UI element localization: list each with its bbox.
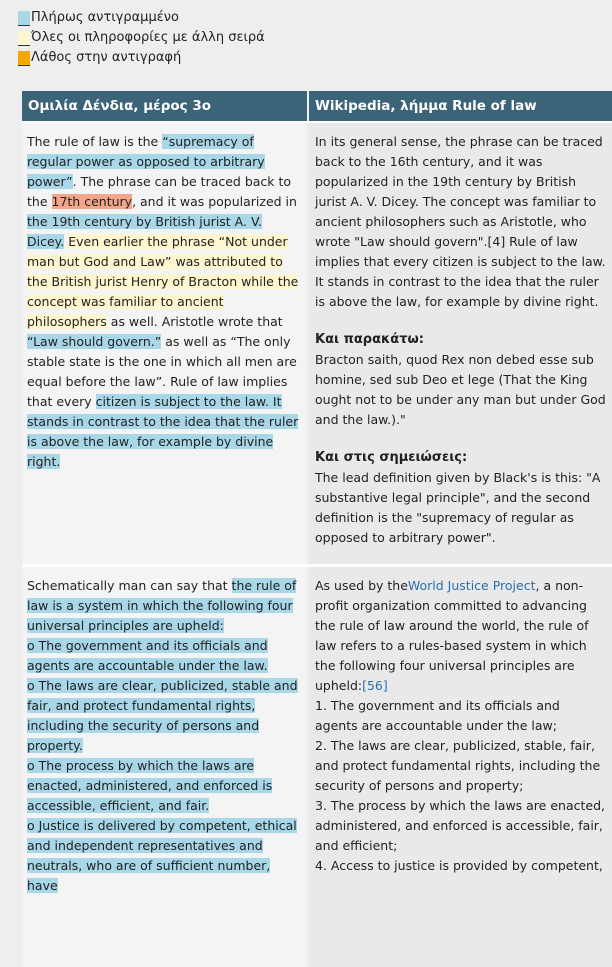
- reference-link[interactable]: [56]: [362, 678, 388, 693]
- list-item: 1. The government and its officials and agents are accountable under the law;: [315, 698, 560, 733]
- text: Schematically man can say that: [27, 578, 232, 593]
- copied-text: o The laws are clear, publicized, stable and fair, and protect fundamental rights, including the security of persons and property.: [27, 678, 298, 753]
- speech-cell: [22, 567, 307, 967]
- copied-text: “Law should govern.”: [27, 334, 162, 349]
- legend-item-fully-copied: [18, 8, 265, 28]
- yellow-swatch: [18, 31, 30, 46]
- copied-text: “supremacy of regular power as opposed to arbitrary power”: [27, 134, 265, 189]
- subheading: Και στις σημειώσεις:: [315, 450, 468, 465]
- blue-swatch: [18, 11, 30, 26]
- paragraph: Bracton saith, quod Rex non debed esse sub homine, sed sub Deo et lege (That the King ought not to be under any man but under God and the law.).": [315, 352, 606, 427]
- text: The rule of law is the: [27, 134, 163, 149]
- speech-cell: [22, 123, 307, 564]
- list-item: 3. The process by which the laws are enacted, administered, and enforced is accessible, fair, and efficient;: [315, 798, 605, 853]
- reordered-text: Even earlier the phrase “Not under man but God and Law” was attributed to the British jurist Henry of Bracton while the concept was familiar to ancient philosophers: [27, 234, 299, 329]
- legend: [18, 8, 265, 68]
- text: . The phrase can be traced back to the: [27, 174, 292, 209]
- text: As used by the: [315, 578, 408, 593]
- list-item: 2. The laws are clear, publicized, stable, fair, and protect fundamental rights, including the security of persons and property;: [315, 738, 601, 793]
- wikipedia-cell: [309, 123, 612, 564]
- table-row: [22, 121, 612, 564]
- copied-text: citizen is subject to the law. It stands in contrast to the idea that the ruler is above the law, for example by divine right.: [27, 394, 299, 469]
- text: , a non-profit organization committed to advancing the rule of law around the world, the rule of law refers to a rules-based system in which the following four universal principles are upheld:: [315, 578, 589, 693]
- copied-text: o Justice is delivered by competent, ethical and independent representatives and neutrals, who are of sufficient number, have: [27, 818, 297, 893]
- legend-label: Πλήρως αντιγραμμένο: [31, 10, 179, 25]
- legend-item-copy-error: [18, 48, 265, 68]
- header-speech: Ομιλία Δένδια, μέρος 3ο: [22, 91, 307, 121]
- text: as well. Aristotle wrote that: [106, 314, 283, 329]
- comparison-table: [22, 91, 612, 967]
- legend-item-reordered: [18, 28, 265, 48]
- text: as well as “The only stable state is the one in which all men are equal before the law”. Rule of law implies that every: [27, 334, 297, 409]
- world-justice-project-link[interactable]: World Justice Project: [407, 578, 536, 593]
- legend-label: Λάθος στην αντιγραφή: [31, 50, 182, 65]
- copied-text: the rule of law is a system in which the following four universal principles are upheld:: [27, 578, 297, 633]
- header-wikipedia: Wikipedia, λήμμα Rule of law: [309, 91, 612, 121]
- wikipedia-cell: [309, 567, 612, 967]
- table-header: [22, 91, 612, 121]
- table-row: [22, 564, 612, 967]
- error-text: 17th century: [51, 194, 133, 209]
- copied-text: the 19th century by British jurist A. V. Dicey.: [27, 214, 262, 249]
- orange-swatch: [18, 51, 30, 66]
- legend-label: Όλες οι πληροφορίες με άλλη σειρά: [31, 30, 265, 45]
- paragraph: The lead definition given by Black's is this: "A substantive legal principle", and the second definition is the "supremacy of regular as opposed to arbitrary power".: [315, 470, 601, 545]
- subheading: Και παρακάτω:: [315, 332, 425, 347]
- copied-text: o The process by which the laws are enacted, administered, and enforced is accessible, efficient, and fair.: [27, 758, 273, 813]
- list-item: 4. Access to justice is provided by competent,: [315, 858, 603, 873]
- text: , and it was popularized in: [132, 194, 297, 209]
- copied-text: o The government and its officials and agents are accountable under the law.: [27, 638, 268, 673]
- paragraph: In its general sense, the phrase can be traced back to the 16th century, and it was popularized in the 19th century by British jurist A. V. Dicey. The concept was familiar to ancient philosophers such as Aristotle, who wrote "Law should govern".[4] Rule of law implies that every citizen is subject to the law. It stands in contrast to the idea that the ruler is above the law, for example by divine right.: [315, 134, 606, 309]
